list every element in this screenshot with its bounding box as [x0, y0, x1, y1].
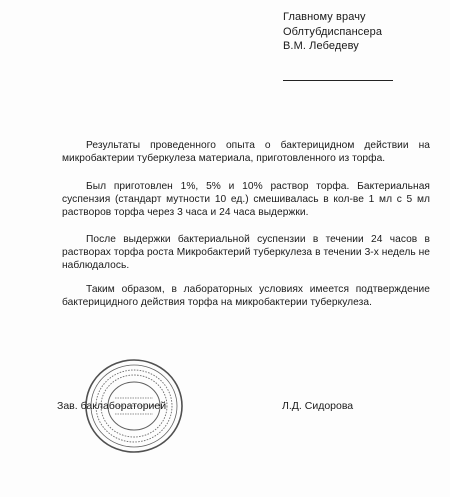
paragraph-method-text: Был приготовлен 1%, 5% и 10% раствор торфа. Бактериальная суспензия (стандарт мутности 10 ед.) смешивалась в кол-ве 1 мл с 5 мл растворов торфа через 3 часа и 24 часа выдержки.	[62, 181, 430, 218]
addressee-line-organization: Облтубдиспансера	[283, 25, 383, 38]
paragraph-conclusion	[62, 284, 430, 310]
signatory-position: Зав. баклабораторией	[57, 400, 167, 412]
addressee-line-title: Главному врачу	[283, 11, 366, 23]
addressee-underline	[283, 80, 393, 81]
paragraph-result-text: После выдержки бактериальной суспензии в течении 24 часов в растворах торфа роста Микробактерий туберкулеза в течении 3-х недель не наблюдалось.	[62, 234, 430, 271]
addressee-line-name: В.М. Лебедеву	[283, 40, 359, 52]
paragraph-intro	[62, 140, 430, 166]
paragraph-conclusion-text: Таким образом, в лабораторных условиях имеется подтверждение бактерицидного действия торфа на микробактерии туберкулеза.	[62, 284, 430, 308]
addressee-block	[283, 10, 382, 54]
paragraph-intro-text: Результаты проведенного опыта о бактерицидном действии на микробактерии туберкулеза материала, приготовленного из торфа.	[62, 140, 430, 164]
signatory-name: Л.Д. Сидорова	[282, 400, 354, 412]
paragraph-method	[62, 181, 430, 219]
paragraph-result	[62, 234, 430, 272]
